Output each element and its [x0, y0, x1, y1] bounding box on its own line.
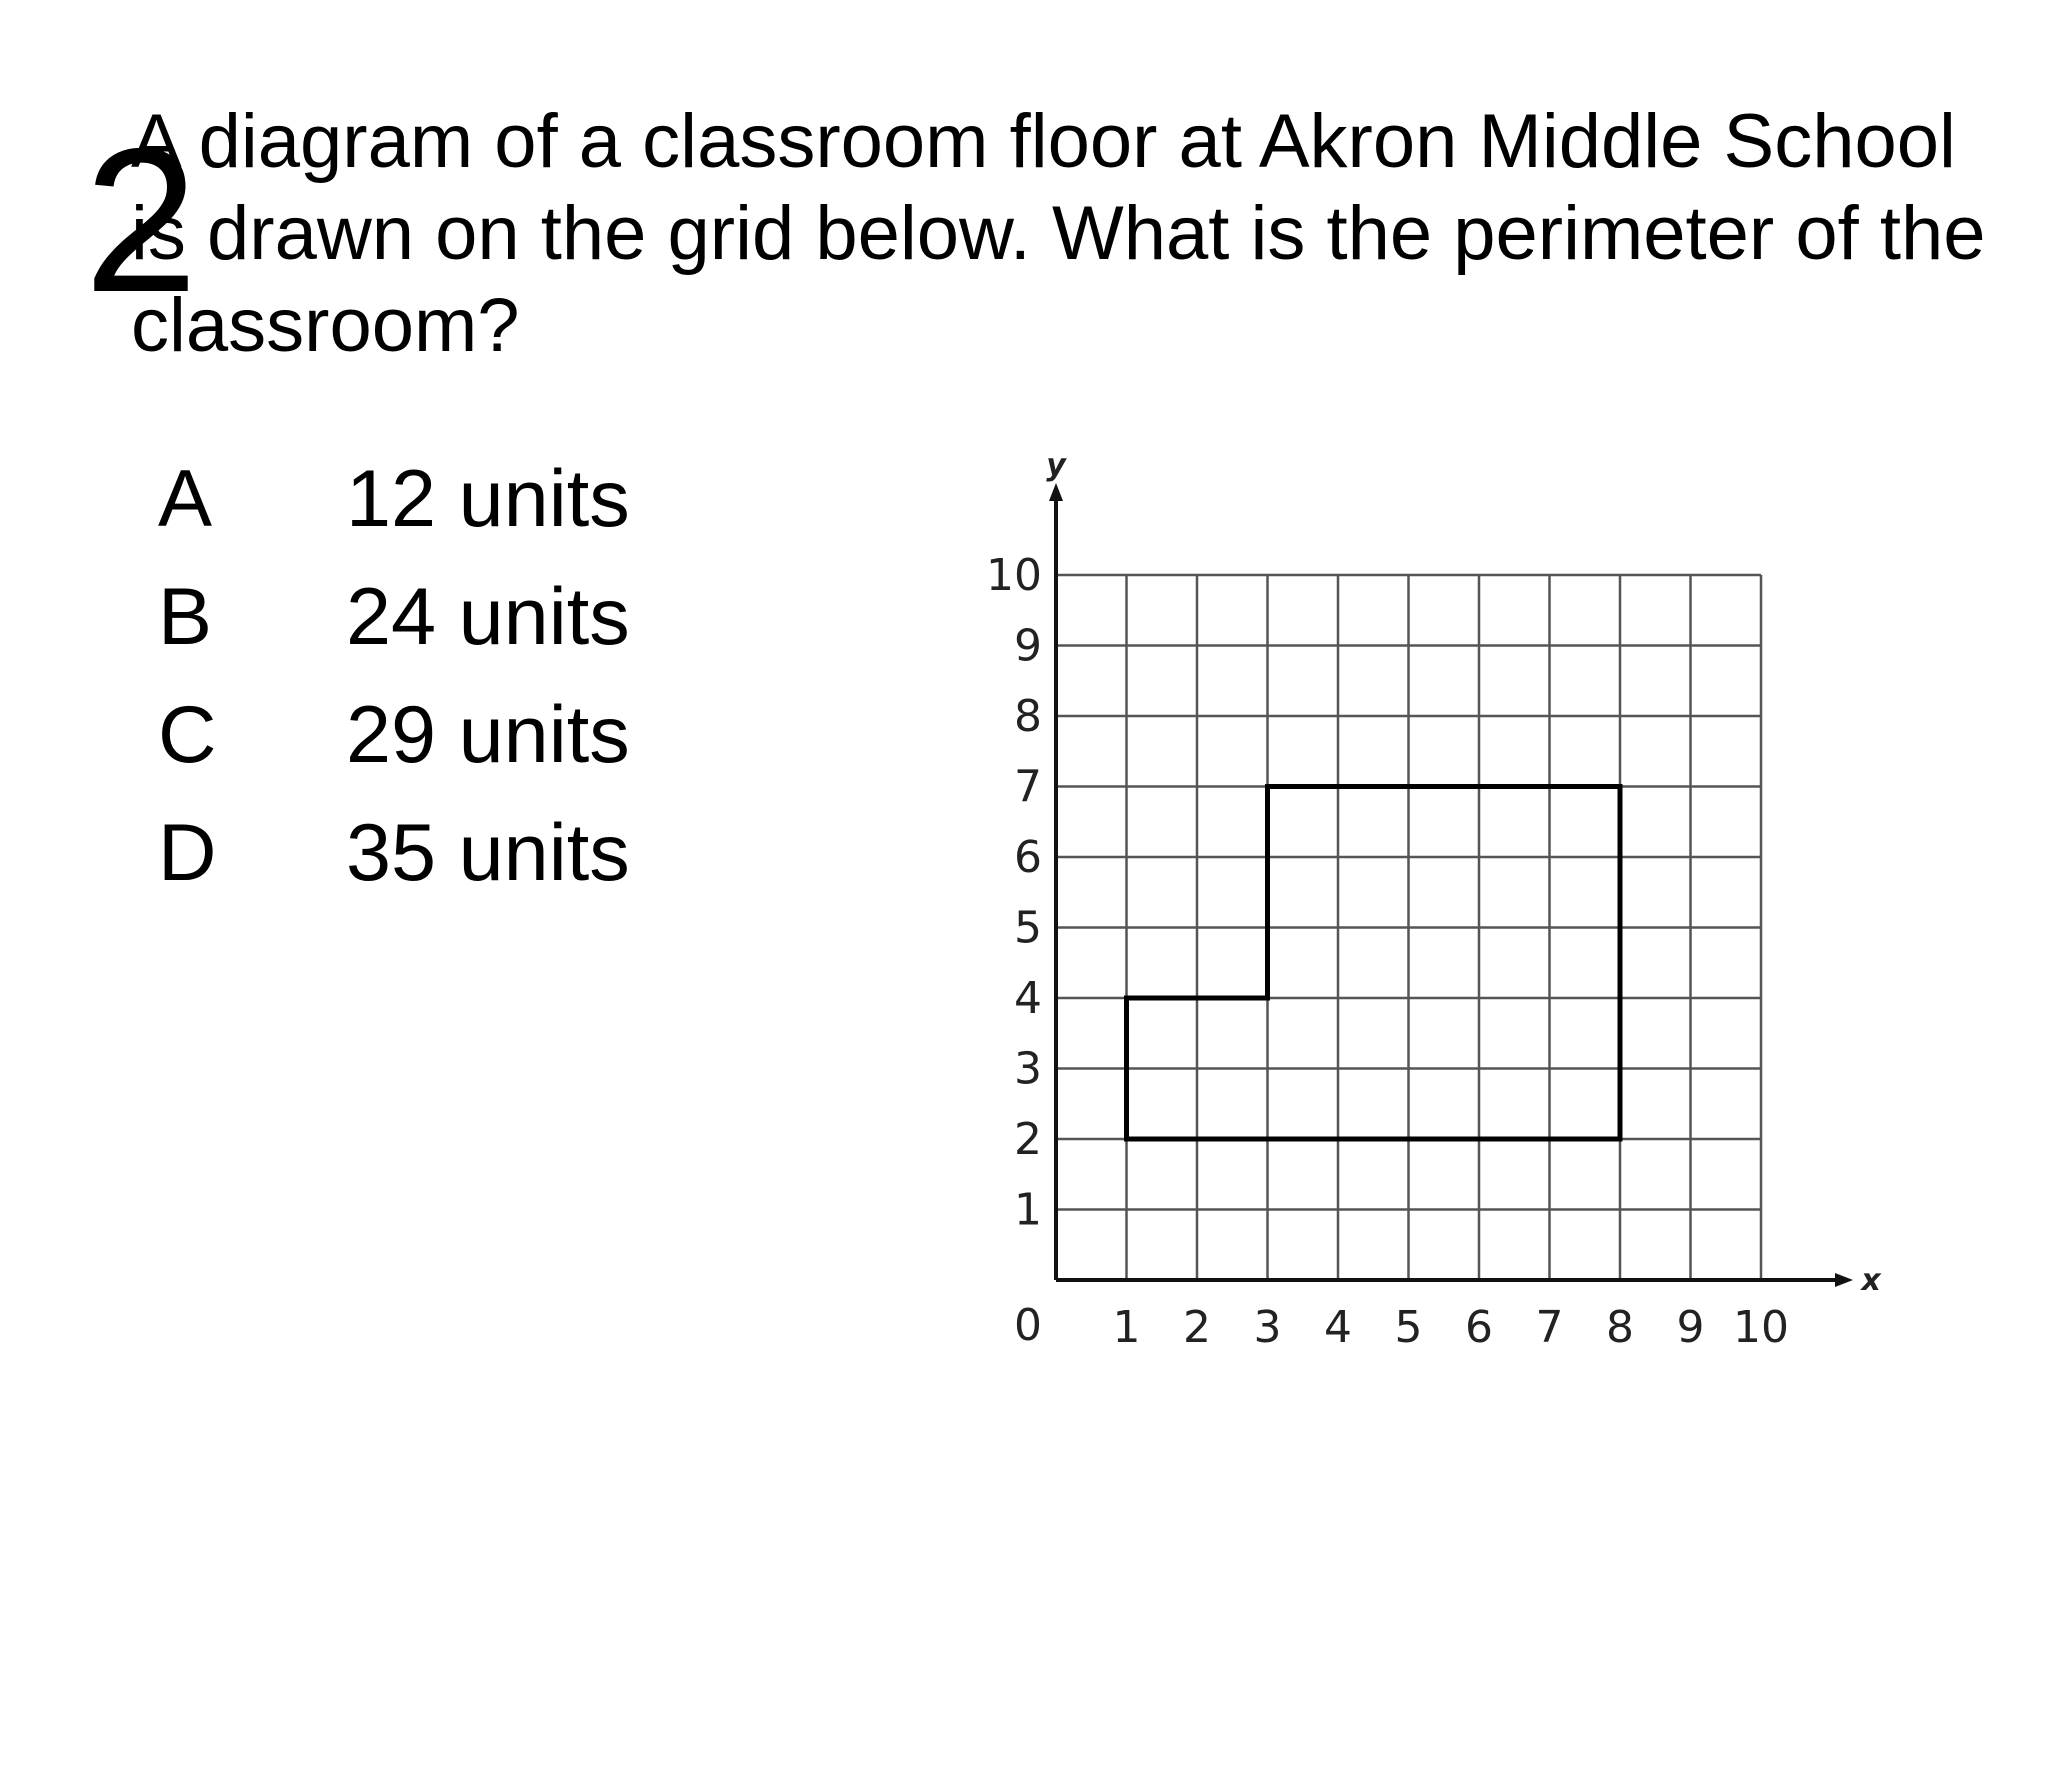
y-axis-arrow — [1049, 483, 1063, 501]
choice-text: 24 units — [346, 572, 630, 662]
question-text: A diagram of a classroom floor at Akron Middle School is drawn on the grid below. What is the perimeter of the classroom? — [131, 99, 1986, 368]
x-tick-label: 5 — [1394, 1302, 1423, 1353]
y-tick-label: 4 — [1014, 973, 1042, 1024]
choice-d[interactable] — [158, 794, 630, 912]
choice-letter: C — [158, 690, 217, 780]
answer-choices — [158, 440, 630, 912]
choice-text: 12 units — [346, 454, 630, 544]
choice-text: 35 units — [346, 808, 630, 898]
x-tick-label: 3 — [1253, 1302, 1282, 1353]
choice-letter: A — [158, 454, 213, 544]
question-number: 2 — [84, 106, 199, 335]
coordinate-grid-figure — [960, 440, 1900, 1380]
x-tick-label: 1 — [1112, 1302, 1141, 1353]
y-axis-label: y — [1046, 448, 1066, 483]
y-tick-label: 2 — [1014, 1114, 1042, 1165]
x-tick-label: 8 — [1606, 1302, 1634, 1353]
y-tick-label: 3 — [1014, 1043, 1042, 1095]
choice-b[interactable] — [158, 558, 630, 676]
x-axis-arrow — [1835, 1273, 1853, 1287]
choice-a[interactable] — [158, 440, 630, 558]
y-tick-label: 1 — [1014, 1184, 1042, 1236]
x-tick-label: 10 — [1733, 1302, 1789, 1353]
x-axis-label: x — [1861, 1263, 1881, 1298]
y-tick-label: 7 — [1014, 761, 1042, 813]
x-tick-label: 7 — [1535, 1302, 1564, 1353]
y-tick-label: 10 — [986, 550, 1042, 601]
y-tick-label: 5 — [1014, 902, 1042, 954]
y-tick-label: 6 — [1014, 832, 1042, 883]
x-tick-label: 9 — [1676, 1302, 1705, 1353]
choice-text: 29 units — [346, 690, 630, 780]
x-tick-label: 6 — [1465, 1302, 1493, 1353]
choice-c[interactable] — [158, 676, 630, 794]
x-tick-label: 2 — [1183, 1302, 1211, 1353]
choice-letter: D — [158, 808, 217, 898]
y-tick-label: 9 — [1014, 620, 1042, 672]
x-tick-label: 4 — [1324, 1302, 1352, 1353]
origin-label: 0 — [1014, 1300, 1042, 1351]
classroom-outline — [1127, 787, 1621, 1140]
choice-letter: B — [158, 572, 213, 662]
y-tick-label: 8 — [1014, 691, 1042, 742]
